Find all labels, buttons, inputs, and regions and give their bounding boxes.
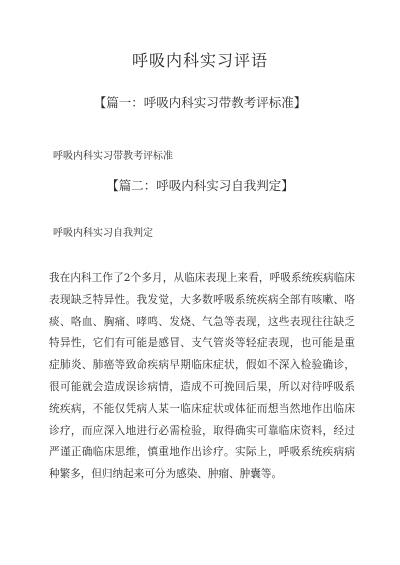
section-heading-2: 【篇二：呼吸内科实习自我判定】 [106,178,294,193]
section-subtitle-2: 呼吸内科实习自我判定 [53,228,153,239]
section-subtitle-1: 呼吸内科实习带教考评标准 [53,151,173,162]
section-heading-1: 【篇一：呼吸内科实习带教考评标准】 [93,95,307,110]
document-title: 呼吸内科实习评语 [131,51,268,70]
body-paragraph: 我在内科工作了2个多月，从临床表现上来看，呼吸系统疾病临床表现缺乏特异性。我发觉，大多数呼吸系统疾病全部有咳嗽、咯痰、咯血、胸痛、哮鸣、发烧、气急等表现，这些表现往往缺乏特异性，它们有可能是感冒、支气管炎等轻症表现，也可能是重症肺炎、肺癌等致命疾病早期临床症状，假如不深入检验确诊，很可能就会造成误诊病情，造成不可挽回后果，所以对待呼吸系统疾病，不能仅凭病人某一临床症状或体征而想当然地作出临床诊疗，而应深入地进行必需检验，取得确实可靠临床资料，经过严谨正确临床思维，慎重地作出诊疗。实际上，呼吸系统疾病病种繁多，但归纳起来可分为感染、肿瘤、肿囊等。 [49,272,355,481]
